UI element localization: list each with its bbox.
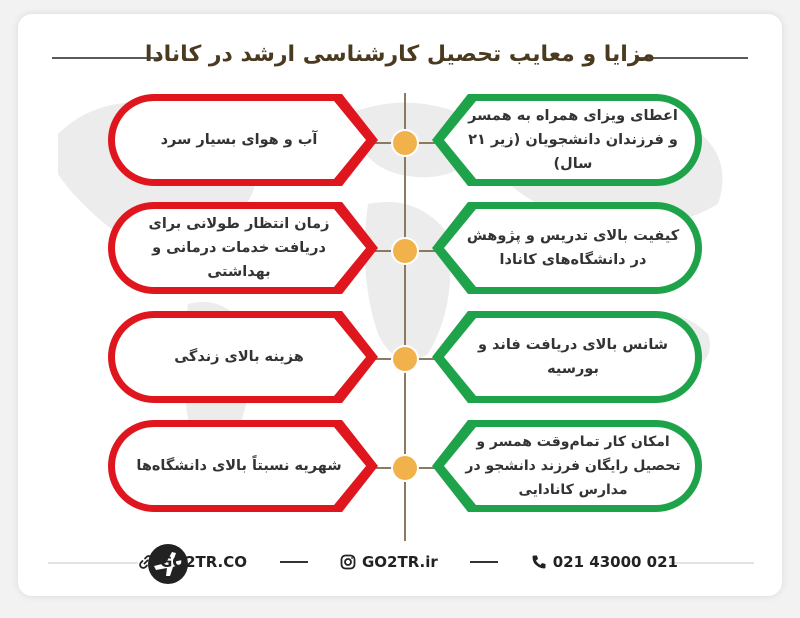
phone-text: 021 43000 021 <box>552 553 678 571</box>
advantage-pill <box>430 418 704 514</box>
instagram-icon <box>340 554 356 570</box>
instagram-text: GO2TR.ir <box>361 553 438 571</box>
advantage-pill <box>430 309 704 405</box>
contact-footer <box>138 547 678 577</box>
footer-separator <box>470 561 498 563</box>
timeline-dot <box>393 239 417 263</box>
infographic-card <box>18 14 782 596</box>
advantage-pill <box>430 92 704 188</box>
timeline-dot <box>393 347 417 371</box>
website-text: GO2TR.CO <box>160 553 248 571</box>
disadvantage-text: شهریه نسبتاً بالای دانشگاه‌ها <box>136 458 342 474</box>
disadvantage-pill <box>106 200 380 296</box>
link-icon <box>138 554 154 570</box>
advantage-pill <box>430 200 704 296</box>
disadvantage-pill <box>106 92 380 188</box>
disadvantage-pill <box>106 418 380 514</box>
advantage-text: شانس بالای دریافت فاند و بورسیه <box>477 337 669 377</box>
disadvantage-text: آب و هوای بسیار سرد <box>160 132 318 148</box>
page-title: مزایا و معایب تحصیل کارشناسی ارشد در کانادا <box>144 42 656 67</box>
footer-line-left <box>48 562 138 564</box>
footer-separator <box>280 561 308 563</box>
footer-line-right <box>670 562 754 564</box>
disadvantage-pill <box>106 309 380 405</box>
website-link[interactable] <box>138 553 247 571</box>
timeline-dot <box>393 131 417 155</box>
instagram-link[interactable] <box>340 553 438 571</box>
phone-icon <box>531 554 547 570</box>
disadvantage-text: هزینه بالای زندگی <box>174 349 304 365</box>
advantage-text: کیفیت بالای تدریس و پژوهش در دانشگاه‌های کانادا <box>466 228 680 268</box>
advantage-text: اعطای ویزای همراه به همسر و فرزندان دانشجویان (زیر ۲۱ سال) <box>468 108 678 172</box>
disadvantage-text: زمان انتظار طولانی برای دریافت خدمات درمانی و بهداشتی <box>148 216 330 280</box>
timeline-dot <box>393 456 417 480</box>
phone-link[interactable] <box>531 553 678 571</box>
advantage-text: امکان کار تمام‌وقت همسر و تحصیل رایگان فرزند دانشجو در مدارس کانادایی <box>465 434 681 498</box>
